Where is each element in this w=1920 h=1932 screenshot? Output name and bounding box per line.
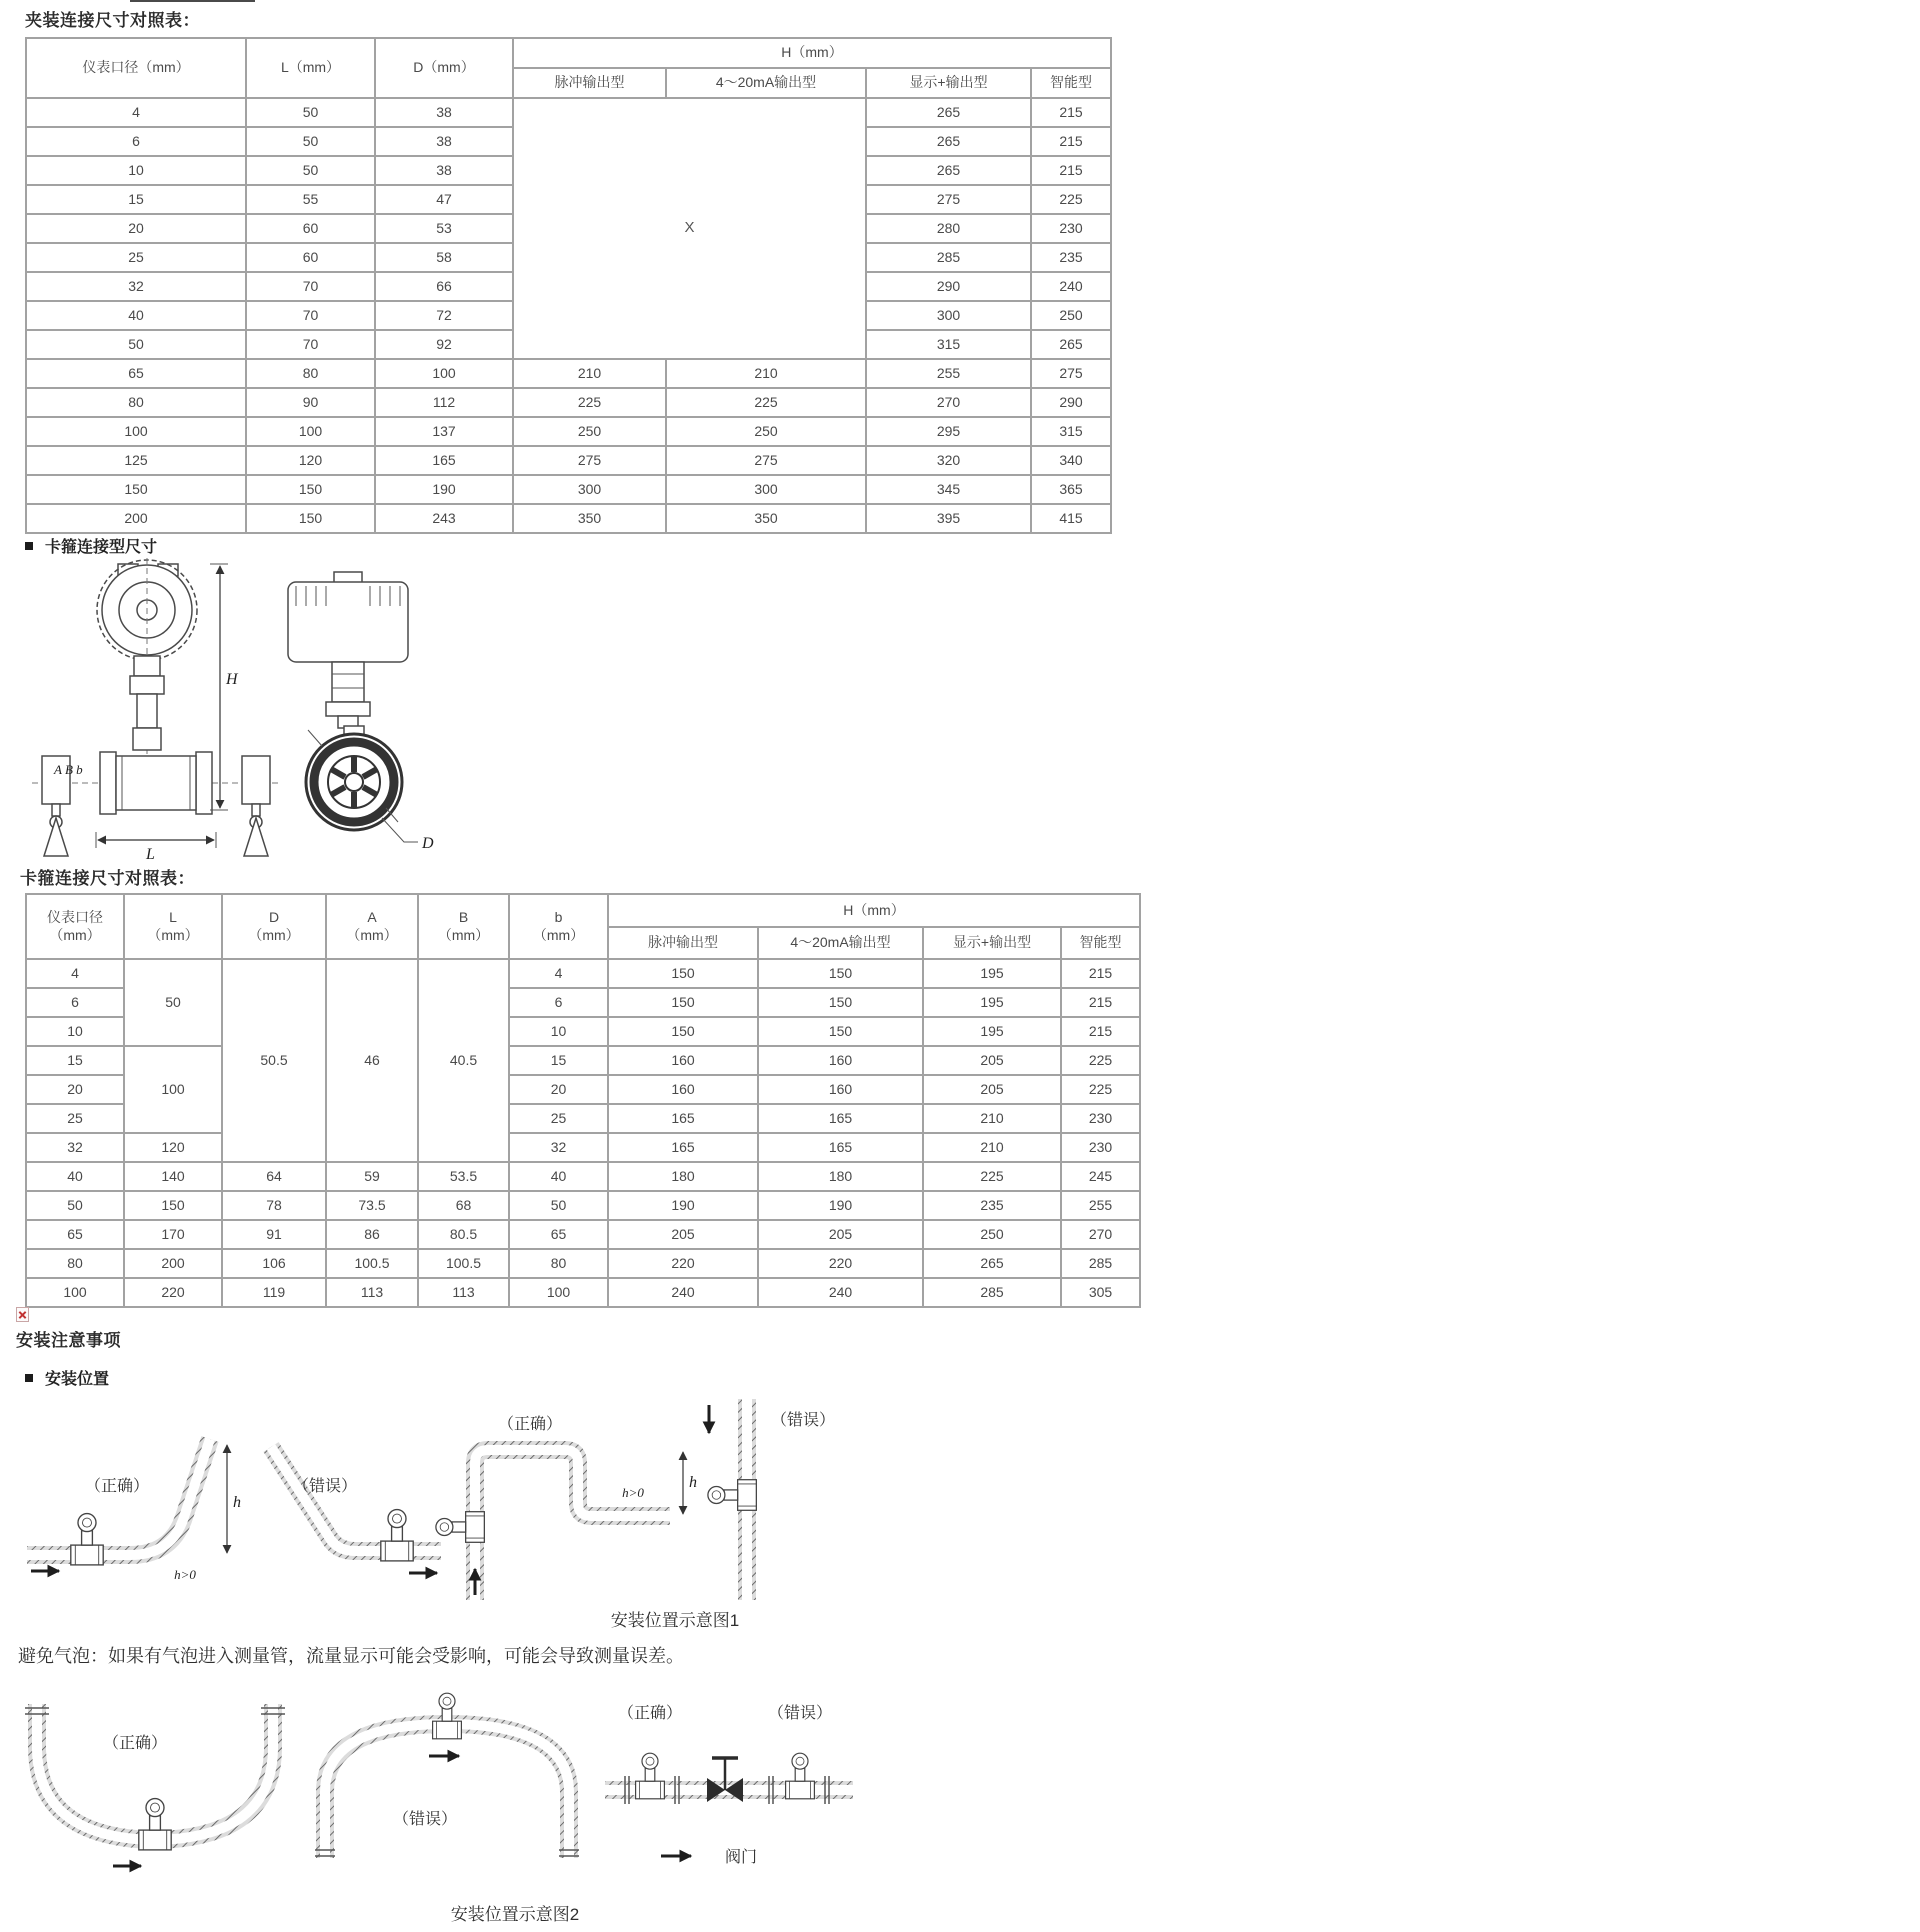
column-header: 脉冲输出型 xyxy=(513,68,666,98)
table-cell: 225 xyxy=(1061,1075,1140,1104)
table-row xyxy=(26,446,1111,475)
table-cell: 100 xyxy=(375,359,513,388)
table-cell: 150 xyxy=(608,959,758,988)
table-cell: 86 xyxy=(326,1220,418,1249)
table-cell: 15 xyxy=(509,1046,608,1075)
table-cell: 290 xyxy=(1031,388,1111,417)
table-cell: 195 xyxy=(923,959,1061,988)
table-row xyxy=(26,1046,1140,1075)
table-row xyxy=(26,1220,1140,1249)
broken-image-icon xyxy=(16,1307,29,1322)
table-cell: 92 xyxy=(375,330,513,359)
table-cell: 285 xyxy=(923,1278,1061,1307)
table-cell: 40 xyxy=(26,1162,124,1191)
table-cell: 305 xyxy=(1061,1278,1140,1307)
table-cell: 4 xyxy=(26,98,246,127)
table-cell: 245 xyxy=(1061,1162,1140,1191)
column-header: D（mm） xyxy=(375,38,513,98)
table-cell: 285 xyxy=(866,243,1031,272)
table-cell: 106 xyxy=(222,1249,326,1278)
table-cell: 225 xyxy=(1031,185,1111,214)
table-cell: 55 xyxy=(246,185,375,214)
table-cell: 180 xyxy=(608,1162,758,1191)
table-cell: 20 xyxy=(509,1075,608,1104)
table-cell: 80 xyxy=(26,388,246,417)
table-cell: 365 xyxy=(1031,475,1111,504)
ferrule-connection-dimension-table xyxy=(25,893,1141,1308)
table-cell: 285 xyxy=(1061,1249,1140,1278)
flowmeter-dimension-drawing xyxy=(30,556,490,862)
table-cell: 4 xyxy=(26,959,124,988)
column-header: A （mm） xyxy=(326,894,418,959)
table-cell: 72 xyxy=(375,301,513,330)
table-cell: 220 xyxy=(608,1249,758,1278)
table-cell: 215 xyxy=(1031,98,1111,127)
table-cell: 210 xyxy=(666,359,866,388)
table-cell: 165 xyxy=(758,1104,923,1133)
column-header-h-group: H（mm） xyxy=(513,38,1111,68)
table-cell: 6 xyxy=(26,988,124,1017)
table-cell: 140 xyxy=(124,1162,222,1191)
table-cell: 70 xyxy=(246,330,375,359)
table-cell: 120 xyxy=(124,1133,222,1162)
table-cell: 32 xyxy=(509,1133,608,1162)
table-cell: 15 xyxy=(26,185,246,214)
table-cell: 230 xyxy=(1061,1104,1140,1133)
table-cell: 265 xyxy=(923,1249,1061,1278)
table-cell: 80 xyxy=(246,359,375,388)
table-cell: 250 xyxy=(923,1220,1061,1249)
table-cell: 350 xyxy=(666,504,866,533)
label-correct-1: （正确） xyxy=(102,1735,168,1752)
table-cell: 150 xyxy=(246,504,375,533)
square-bullet-icon xyxy=(25,542,33,550)
table-cell: 300 xyxy=(513,475,666,504)
table-cell: 32 xyxy=(26,272,246,301)
table-cell: 235 xyxy=(923,1191,1061,1220)
table-cell: 64 xyxy=(222,1162,326,1191)
table-cell: 200 xyxy=(26,504,246,533)
table-cell: 265 xyxy=(866,98,1031,127)
table-cell: 165 xyxy=(375,446,513,475)
table-cell: 137 xyxy=(375,417,513,446)
table-row xyxy=(26,417,1111,446)
table-cell: 195 xyxy=(923,1017,1061,1046)
table-cell: 150 xyxy=(124,1191,222,1220)
label-wrong-2: （错误） xyxy=(770,1412,836,1429)
label-h-gt0-2: h>0 xyxy=(622,1485,644,1500)
install-position-diagram-1 xyxy=(25,1395,855,1603)
table-cell: 65 xyxy=(26,359,246,388)
table-row xyxy=(26,1133,1140,1162)
table-cell: 125 xyxy=(26,446,246,475)
table-cell: 225 xyxy=(923,1162,1061,1191)
table-cell: 100.5 xyxy=(418,1249,509,1278)
table-cell: 10 xyxy=(26,156,246,185)
table-cell: 225 xyxy=(666,388,866,417)
table-cell: 20 xyxy=(26,1075,124,1104)
column-header: 显示+输出型 xyxy=(866,68,1031,98)
column-header: 智能型 xyxy=(1061,927,1140,959)
table-cell: 280 xyxy=(866,214,1031,243)
table-cell: 78 xyxy=(222,1191,326,1220)
table-cell: 112 xyxy=(375,388,513,417)
install-position-diagram-2 xyxy=(25,1690,855,1895)
table-cell: 205 xyxy=(608,1220,758,1249)
table-cell: 6 xyxy=(509,988,608,1017)
table-cell: 40 xyxy=(26,301,246,330)
table-cell: 50 xyxy=(124,959,222,1046)
table-cell: 113 xyxy=(326,1278,418,1307)
table-cell: 38 xyxy=(375,98,513,127)
table-cell: 65 xyxy=(509,1220,608,1249)
table-cell: 265 xyxy=(1031,330,1111,359)
table-cell: 230 xyxy=(1031,214,1111,243)
table-cell: 15 xyxy=(26,1046,124,1075)
table-cell: 100 xyxy=(26,417,246,446)
table-cell: 275 xyxy=(1031,359,1111,388)
table-cell: 70 xyxy=(246,272,375,301)
table-cell: 290 xyxy=(866,272,1031,301)
column-header: L（mm） xyxy=(246,38,375,98)
table-cell: 53.5 xyxy=(418,1162,509,1191)
table-cell: 6 xyxy=(26,127,246,156)
table-cell: 215 xyxy=(1031,127,1111,156)
table-cell: 250 xyxy=(666,417,866,446)
label-wrong-2: （错误） xyxy=(767,1705,833,1722)
table-cell: 100.5 xyxy=(326,1249,418,1278)
table-cell: 59 xyxy=(326,1162,418,1191)
table-cell: 90 xyxy=(246,388,375,417)
table-cell: 265 xyxy=(866,127,1031,156)
table-cell: 150 xyxy=(758,988,923,1017)
table-cell: 190 xyxy=(608,1191,758,1220)
table-cell: 275 xyxy=(513,446,666,475)
table-cell: 40.5 xyxy=(418,959,509,1162)
subsection-install-position xyxy=(25,1366,109,1389)
column-header: 4～20mA输出型 xyxy=(666,68,866,98)
table-cell: 215 xyxy=(1061,959,1140,988)
table-cell: 205 xyxy=(758,1220,923,1249)
table-cell: 230 xyxy=(1061,1133,1140,1162)
subsection-label: 卡箍连接型尺寸 xyxy=(45,539,158,556)
table-row xyxy=(26,359,1111,388)
table-cell: 100 xyxy=(246,417,375,446)
table-cell: 80.5 xyxy=(418,1220,509,1249)
table-cell: 40 xyxy=(509,1162,608,1191)
table-cell: 165 xyxy=(758,1133,923,1162)
column-header: 脉冲输出型 xyxy=(608,927,758,959)
table-cell: 50 xyxy=(246,98,375,127)
table-row xyxy=(26,1191,1140,1220)
table-cell: 315 xyxy=(1031,417,1111,446)
table-row xyxy=(26,1278,1140,1307)
table-cell: 395 xyxy=(866,504,1031,533)
table-cell: 119 xyxy=(222,1278,326,1307)
table-cell: 32 xyxy=(26,1133,124,1162)
table-cell: 170 xyxy=(124,1220,222,1249)
table-cell: 345 xyxy=(866,475,1031,504)
table-cell: 50 xyxy=(246,127,375,156)
table-cell: 350 xyxy=(513,504,666,533)
merged-na-cell: X xyxy=(513,98,866,359)
table-cell: 165 xyxy=(608,1133,758,1162)
diagram-caption-2: 安装位置示意图2 xyxy=(450,1905,580,1924)
table-cell: 225 xyxy=(513,388,666,417)
notes-heading: 安装注意事项 xyxy=(16,1331,121,1350)
table-cell: 50 xyxy=(509,1191,608,1220)
table-cell: 165 xyxy=(608,1104,758,1133)
table-cell: 240 xyxy=(1031,272,1111,301)
table-cell: 65 xyxy=(26,1220,124,1249)
dim-label-d: D xyxy=(422,835,434,852)
table-cell: 220 xyxy=(124,1278,222,1307)
table-cell: 160 xyxy=(608,1075,758,1104)
table-cell: 190 xyxy=(375,475,513,504)
table-cell: 47 xyxy=(375,185,513,214)
page-edge-artifact xyxy=(130,0,255,2)
table-cell: 210 xyxy=(923,1104,1061,1133)
table-cell: 150 xyxy=(608,1017,758,1046)
label-h-gt0-1: h>0 xyxy=(174,1567,196,1582)
table-cell: 225 xyxy=(1061,1046,1140,1075)
table-cell: 195 xyxy=(923,988,1061,1017)
table-cell: 240 xyxy=(608,1278,758,1307)
table-cell: 113 xyxy=(418,1278,509,1307)
table-cell: 250 xyxy=(513,417,666,446)
table-cell: 265 xyxy=(866,156,1031,185)
table-cell: 38 xyxy=(375,156,513,185)
table-cell: 300 xyxy=(666,475,866,504)
column-header: L （mm） xyxy=(124,894,222,959)
table-cell: 243 xyxy=(375,504,513,533)
table-cell: 60 xyxy=(246,214,375,243)
table-cell: 50 xyxy=(246,156,375,185)
subsection-label: 安装位置 xyxy=(45,1371,110,1388)
table-cell: 215 xyxy=(1031,156,1111,185)
table-cell: 91 xyxy=(222,1220,326,1249)
column-header: D （mm） xyxy=(222,894,326,959)
table-cell: 220 xyxy=(758,1249,923,1278)
table-cell: 270 xyxy=(866,388,1031,417)
label-correct-1: （正确） xyxy=(84,1478,150,1495)
table-cell: 340 xyxy=(1031,446,1111,475)
table-cell: 255 xyxy=(1061,1191,1140,1220)
table-cell: 50.5 xyxy=(222,959,326,1162)
table-cell: 200 xyxy=(124,1249,222,1278)
diagram-caption-1: 安装位置示意图1 xyxy=(610,1611,740,1630)
table-cell: 320 xyxy=(866,446,1031,475)
clamp-connection-dimension-table xyxy=(25,37,1112,534)
table-cell: 215 xyxy=(1061,988,1140,1017)
table-cell: 100 xyxy=(509,1278,608,1307)
label-h-1: h xyxy=(233,1494,241,1511)
table-cell: 300 xyxy=(866,301,1031,330)
table-cell: 235 xyxy=(1031,243,1111,272)
table-cell: 46 xyxy=(326,959,418,1162)
table-cell: 190 xyxy=(758,1191,923,1220)
table-cell: 100 xyxy=(124,1046,222,1133)
table-cell: 60 xyxy=(246,243,375,272)
table-cell: 160 xyxy=(758,1075,923,1104)
table-cell: 73.5 xyxy=(326,1191,418,1220)
table-cell: 38 xyxy=(375,127,513,156)
table-row xyxy=(26,388,1111,417)
table-row xyxy=(26,98,1111,127)
table-cell: 150 xyxy=(758,1017,923,1046)
table-cell: 25 xyxy=(509,1104,608,1133)
table-cell: 150 xyxy=(246,475,375,504)
table-cell: 53 xyxy=(375,214,513,243)
column-header: 仪表口径 （mm） xyxy=(26,894,124,959)
table-cell: 215 xyxy=(1061,1017,1140,1046)
table-cell: 315 xyxy=(866,330,1031,359)
table-cell: 270 xyxy=(1061,1220,1140,1249)
label-wrong-1: （错误） xyxy=(292,1478,358,1495)
label-wrong-1: （错误） xyxy=(392,1811,458,1828)
table-cell: 150 xyxy=(758,959,923,988)
label-correct-2: （正确） xyxy=(497,1416,563,1433)
table-row xyxy=(26,475,1111,504)
table-cell: 10 xyxy=(509,1017,608,1046)
column-header: b （mm） xyxy=(509,894,608,959)
table-cell: 120 xyxy=(246,446,375,475)
column-header: 智能型 xyxy=(1031,68,1111,98)
label-correct-2: （正确） xyxy=(617,1705,683,1722)
table-cell: 275 xyxy=(666,446,866,475)
table-row xyxy=(26,959,1140,988)
table-cell: 240 xyxy=(758,1278,923,1307)
column-header-h-group: H（mm） xyxy=(608,894,1140,927)
table-cell: 160 xyxy=(758,1046,923,1075)
table-row xyxy=(26,1249,1140,1278)
table-cell: 255 xyxy=(866,359,1031,388)
section-title-ferrule-table: 卡箍连接尺寸对照表： xyxy=(20,869,195,888)
table-cell: 58 xyxy=(375,243,513,272)
table-cell: 100 xyxy=(26,1278,124,1307)
table-row xyxy=(26,504,1111,533)
subsection-ferrule-dimensions xyxy=(25,534,157,557)
table-cell: 150 xyxy=(608,988,758,1017)
dim-label-l: L xyxy=(146,846,155,863)
table-cell: 180 xyxy=(758,1162,923,1191)
table-row xyxy=(26,1162,1140,1191)
column-header: B （mm） xyxy=(418,894,509,959)
dim-label-abb: A B b xyxy=(54,762,83,777)
table-cell: 210 xyxy=(513,359,666,388)
label-h-2: h xyxy=(689,1474,697,1491)
table-cell: 150 xyxy=(26,475,246,504)
table-cell: 160 xyxy=(608,1046,758,1075)
table-cell: 80 xyxy=(509,1249,608,1278)
column-header: 仪表口径（mm） xyxy=(26,38,246,98)
table-cell: 25 xyxy=(26,1104,124,1133)
table-cell: 4 xyxy=(509,959,608,988)
dim-label-h: H xyxy=(226,671,238,688)
column-header: 4～20mA输出型 xyxy=(758,927,923,959)
bubble-warning-note: 避免气泡：如果有气泡进入测量管，流量显示可能会受影响，可能会导致测量误差。 xyxy=(18,1646,684,1666)
table-cell: 295 xyxy=(866,417,1031,446)
table-cell: 66 xyxy=(375,272,513,301)
table-cell: 250 xyxy=(1031,301,1111,330)
table-cell: 70 xyxy=(246,301,375,330)
table-cell: 205 xyxy=(923,1075,1061,1104)
label-valve: 阀门 xyxy=(724,1849,758,1866)
table-cell: 50 xyxy=(26,330,246,359)
square-bullet-icon xyxy=(25,1374,33,1382)
table-cell: 205 xyxy=(923,1046,1061,1075)
table-cell: 275 xyxy=(866,185,1031,214)
table-cell: 10 xyxy=(26,1017,124,1046)
table-cell: 68 xyxy=(418,1191,509,1220)
table-cell: 210 xyxy=(923,1133,1061,1162)
table-cell: 415 xyxy=(1031,504,1111,533)
table-cell: 20 xyxy=(26,214,246,243)
section-title-clamp-table: 夹装连接尺寸对照表： xyxy=(25,11,200,30)
table-cell: 80 xyxy=(26,1249,124,1278)
table-cell: 25 xyxy=(26,243,246,272)
table-cell: 50 xyxy=(26,1191,124,1220)
column-header: 显示+输出型 xyxy=(923,927,1061,959)
